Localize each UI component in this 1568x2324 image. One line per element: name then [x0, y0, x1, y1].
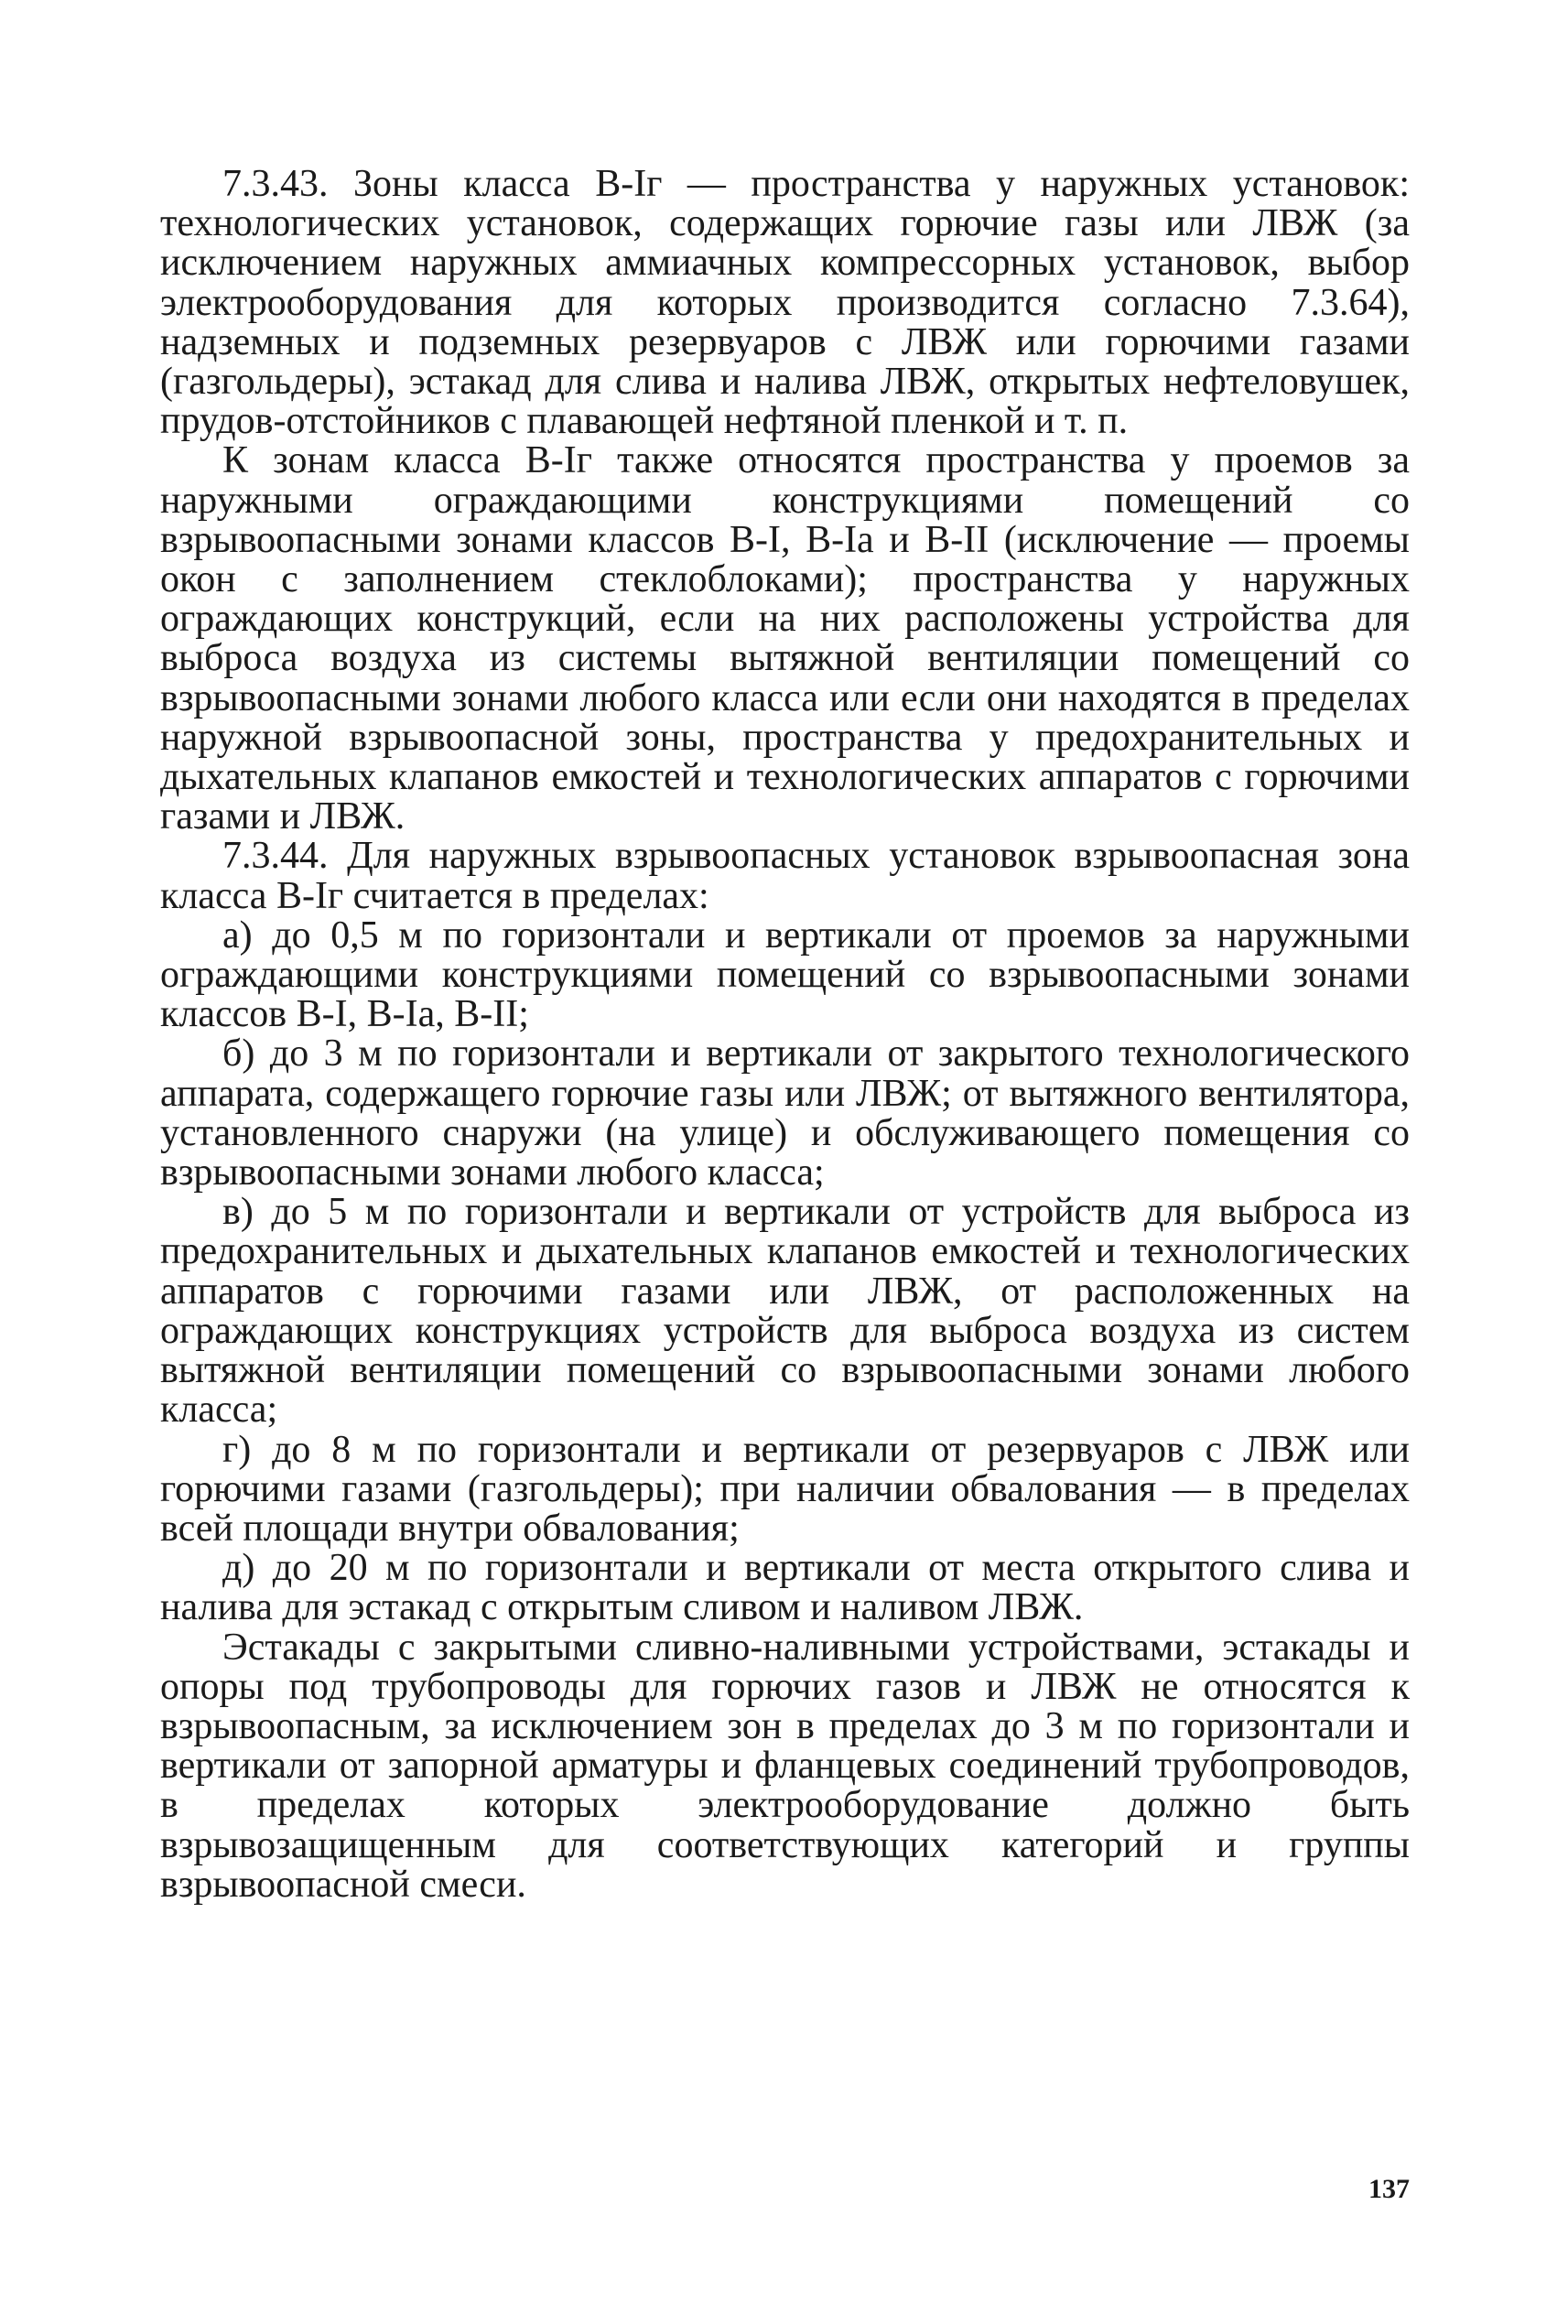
paragraph-7-3-44: 7.3.44. Для наружных взрывоопасных установок взрывоопасная зона класса В-Iг считается в пределах:	[160, 835, 1410, 917]
list-item-a: а) до 0,5 м по горизонтали и вертикали от проемов за наружными ограждающими конструкциями помещений со взрывоопасными зонами классов В-I, В-Iа, В-II;	[160, 913, 1410, 1036]
paragraph-estakady: Эстакады с закрытыми сливно-наливными устройствами, эстакады и опоры под трубопроводы для горючих газов и ЛВЖ не относятся к взрывоопасным, за исключением зон в пределах до 3 м по горизонтали и вертикали от запорной арматуры и фланцевых соединений трубопроводов, в пределах которых электрооборудование должно быть взрывозащищенным для соответствующих категорий и группы взрывоопасной смеси.	[160, 1626, 1410, 1906]
list-item-b: б) до 3 м по горизонтали и вертикали от закрытого технологического аппарата, содержащего горючие газы или ЛВЖ; от вытяжного вентилятора, установленного снаружи (на улице) и обслуживающего помещения со взрывоопасными зонами любого класса;	[160, 1032, 1410, 1194]
paragraph-7-3-43: 7.3.43. Зоны класса В-Iг — пространства у наружных установок: технологических установок, содержащих горючие газы или ЛВЖ (за исключением наружных аммиачных компрессорных установок, выбор электрооборудования для которых производится согласно 7.3.64), надземных и подземных резервуаров с ЛВЖ или горючими газами (газгольдеры), эстакад для слива и налива ЛВЖ, открытых нефтеловушек, прудов-отстойников с плавающей нефтяной пленкой и т. п.	[160, 163, 1410, 443]
list-item-d: д) до 20 м по горизонтали и вертикали от места открытого слива и налива для эстакад с открытым сливом и наливом ЛВЖ.	[160, 1547, 1410, 1629]
paragraph-zones-continuation: К зонам класса В-Iг также относятся пространства у проемов за наружными ограждающими конструкциями помещений со взрывоопасными зонами классов В-I, В-Iа и В-II (исключение — проемы окон с заполнением стеклоблоками); пространства у наружных ограждающих конструкций, если на них расположены устройства для выброса воздуха из системы вытяжной вентиляции помещений со взрывоопасными зонами любого класса или если они находятся в пределах наружной взрывоопасной зоны, пространства у предохранительных и дыхательных клапанов емкостей и технологических аппаратов с горючими газами и ЛВЖ.	[160, 439, 1410, 838]
page-body	[160, 165, 1410, 1905]
page-number: 137	[1368, 2174, 1410, 2204]
list-item-v: в) до 5 м по горизонтали и вертикали от устройств для выброса из предохранительных и дыхательных клапанов емкостей и технологических аппаратов с горючими газами или ЛВЖ, от расположенных на ограждающих конструкциях устройств для выброса воздуха из систем вытяжной вентиляции помещений со взрывоопасными зонами любого класса;	[160, 1191, 1410, 1432]
list-item-g: г) до 8 м по горизонтали и вертикали от резервуаров с ЛВЖ или горючими газами (газгольдеры); при наличии обвалования — в пределах всей площади внутри обвалования;	[160, 1428, 1410, 1550]
